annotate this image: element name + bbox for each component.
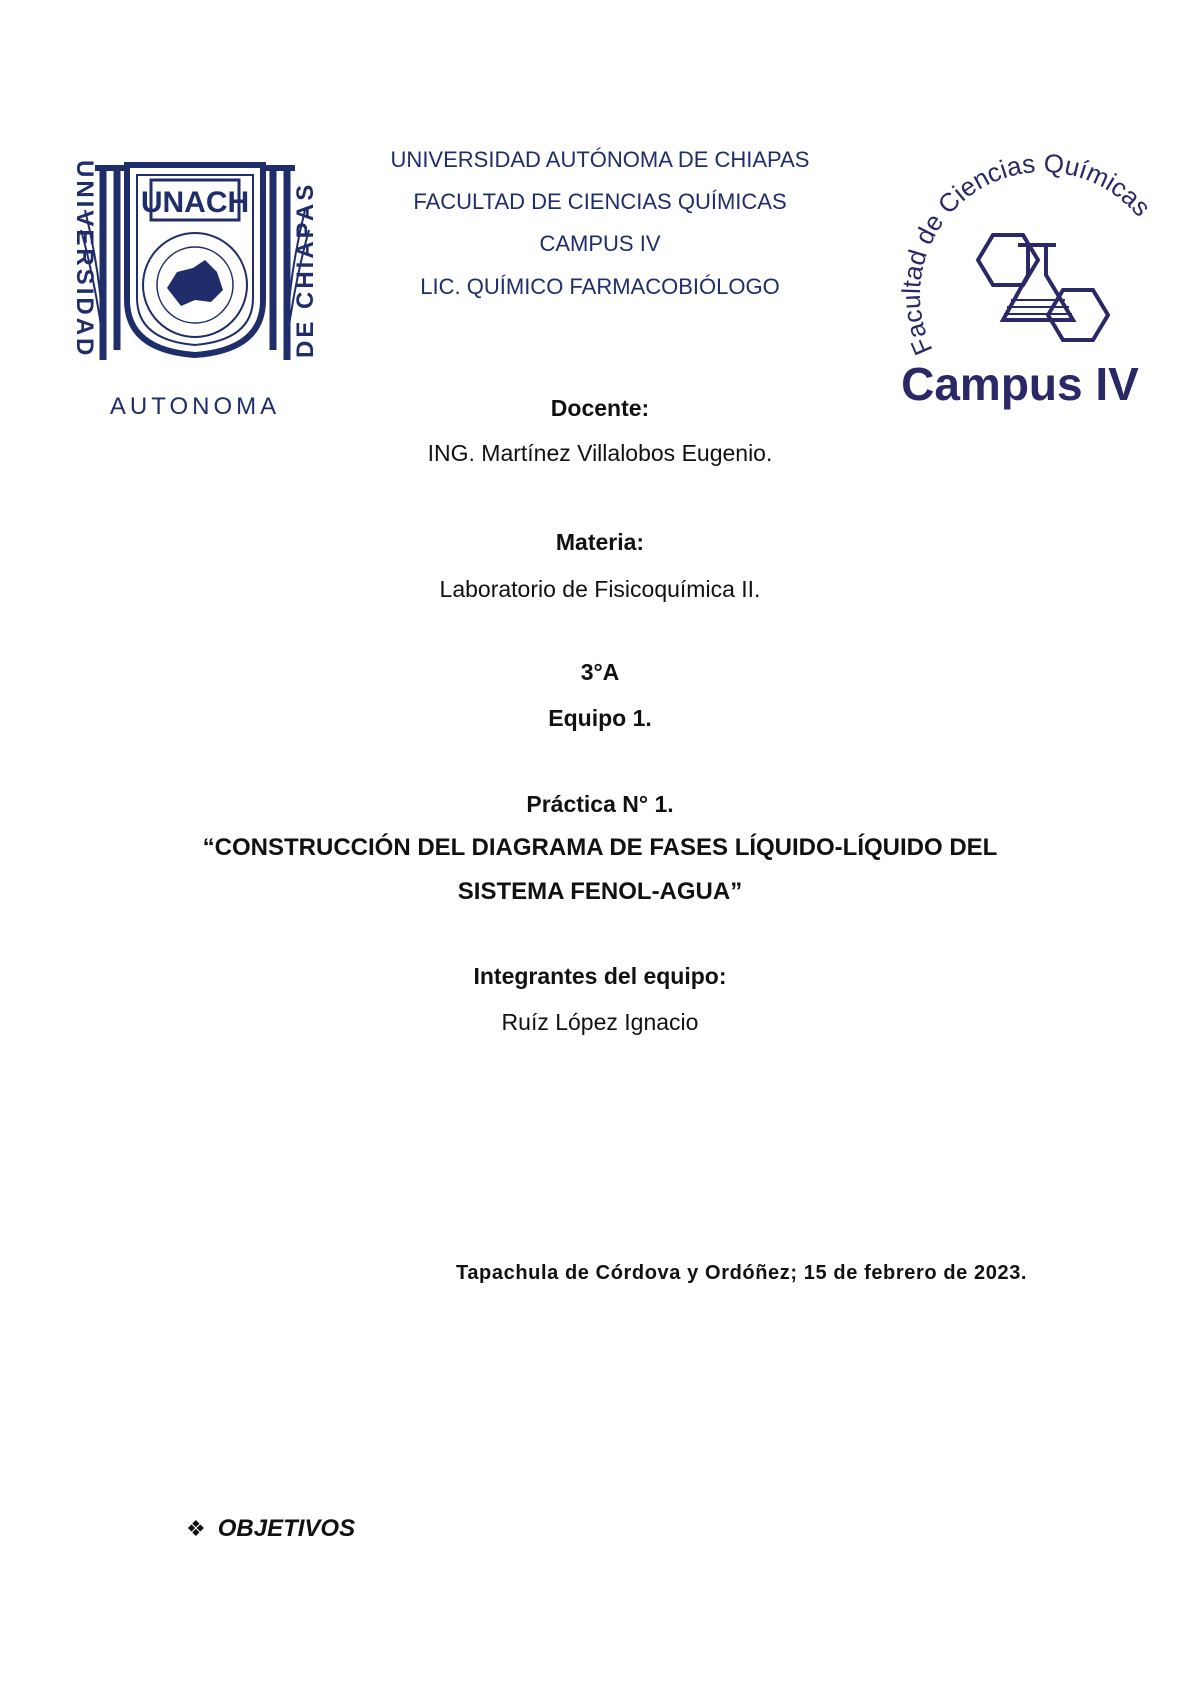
materia-label: Materia: xyxy=(555,529,645,555)
practica-title-line2: SISTEMA FENOL-AGUA” xyxy=(457,878,743,905)
section-objetivos xyxy=(186,1517,355,1541)
diamond-bullet-icon: ❖ xyxy=(186,1516,206,1541)
faculty-name: FACULTAD DE CIENCIAS QUÍMICAS xyxy=(413,189,787,214)
unach-seal-icon xyxy=(55,150,335,420)
faculty-flask-icon xyxy=(878,150,1168,420)
practica-title-line1: “CONSTRUCCIÓN DEL DIAGRAMA DE FASES LÍQUIDO-LÍQUIDO DEL xyxy=(202,834,998,861)
place-date: Tapachula de Córdova y Ordóñez; 15 de febrero de 2023. xyxy=(456,1262,1028,1284)
faculty-arc-text: Facultad de Ciencias Químicas xyxy=(895,150,1158,360)
grupo-label: 3°A xyxy=(580,659,620,685)
logo-right-side-label: DE CHIAPAS xyxy=(292,181,319,358)
degree-name: LIC. QUÍMICO FARMACOBIÓLOGO xyxy=(420,274,780,299)
docente-value: ING. Martínez Villalobos Eugenio. xyxy=(427,440,773,466)
logo-left-side-text: UNIVERSIDAD xyxy=(71,160,98,359)
university-name: UNIVERSIDAD AUTÓNOMA DE CHIAPAS xyxy=(390,147,810,172)
campus-name: CAMPUS IV xyxy=(539,231,661,256)
integrante-1: Ruíz López Ignacio xyxy=(501,1009,699,1035)
materia-value: Laboratorio de Fisicoquímica II. xyxy=(439,576,761,602)
logo-unach-text: UNACH xyxy=(140,186,250,219)
integrantes-label: Integrantes del equipo: xyxy=(473,963,727,989)
practica-label: Práctica N° 1. xyxy=(526,791,674,817)
section-heading: OBJETIVOS xyxy=(217,1515,356,1542)
faculty-campus-text: Campus IV xyxy=(901,358,1139,410)
docente-label: Docente: xyxy=(550,395,650,421)
equipo-label: Equipo 1. xyxy=(548,705,652,731)
logo-left-bottom-text: AUTONOMA xyxy=(109,393,281,420)
